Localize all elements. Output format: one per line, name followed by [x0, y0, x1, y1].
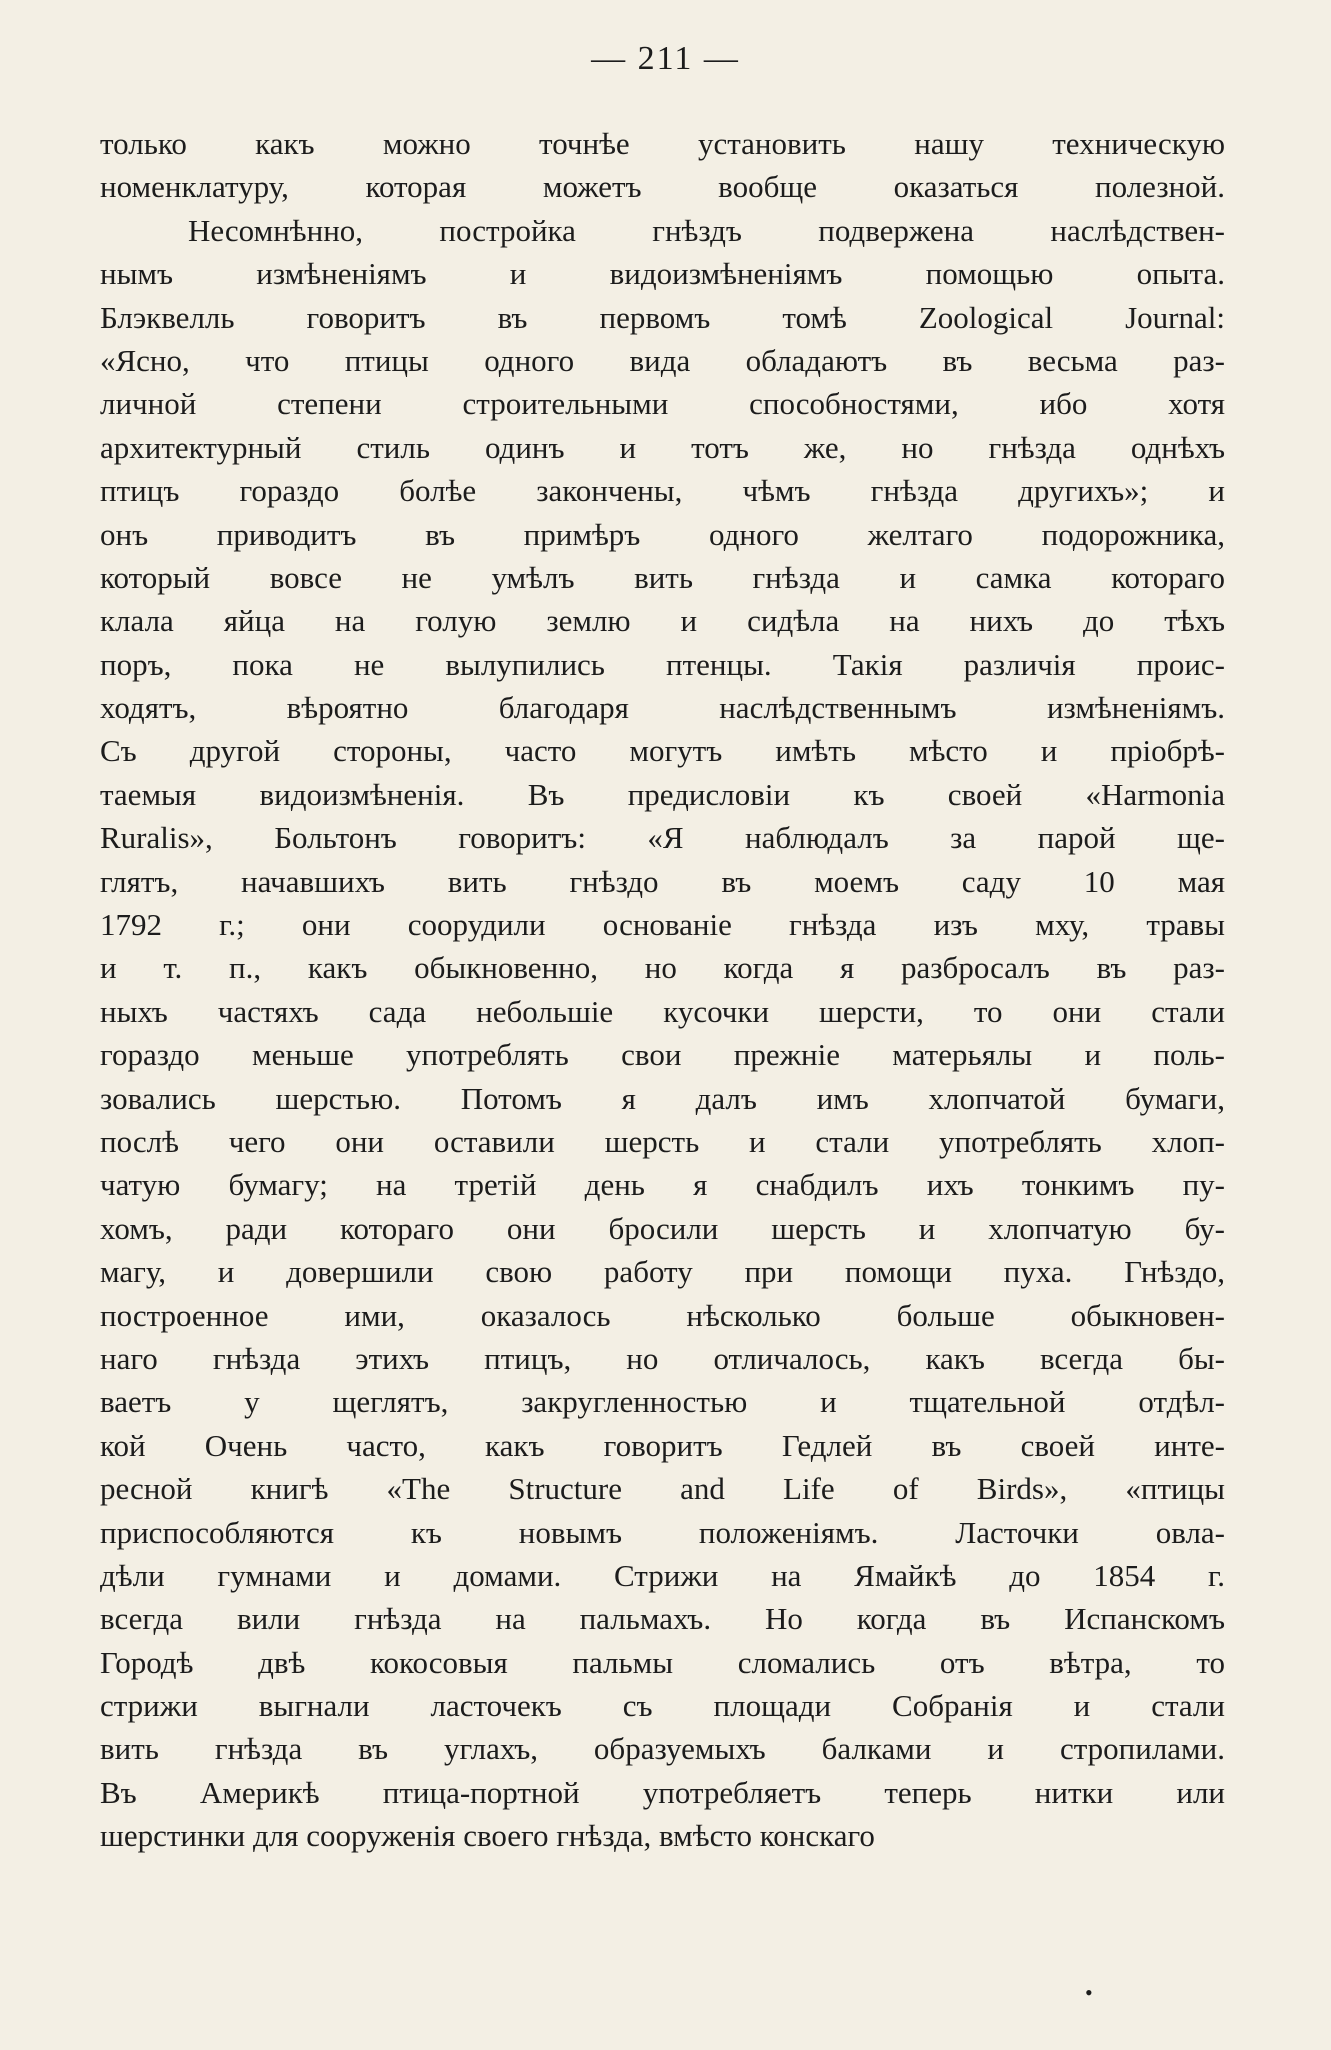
page-number: — 211 —: [591, 40, 740, 77]
text-line: ресной книгѣ «The Structure and Life of Birds», «птицы: [100, 1471, 1225, 1507]
text-line: гораздо меньше употреблять свои прежніе матерьялы и поль-: [100, 1037, 1225, 1073]
text-line: Въ Америкѣ птица-портной употребляетъ теперь нитки или: [100, 1774, 1225, 1810]
text-line: ныхъ частяхъ сада небольшіе кусочки шерсти, то они стали: [100, 993, 1225, 1029]
text-line: номенклатуру, которая можетъ вообще оказаться полезной.: [100, 169, 1225, 205]
text-line: «Ясно, что птицы одного вида обладаютъ въ весьма раз-: [100, 342, 1225, 378]
text-line: Блэквелль говоритъ въ первомъ томѣ Zoological Journal:: [100, 299, 1225, 335]
text-line: хомъ, ради котораго они бросили шерсть и хлопчатую бу-: [100, 1210, 1225, 1246]
text-line: шерстинки для сооруженія своего гнѣзда, вмѣсто конскаго: [100, 1818, 875, 1854]
text-line: Несомнѣнно, постройка гнѣздъ подвержена наслѣдствен-: [188, 212, 1225, 248]
text-line: стрижи выгнали ласточекъ съ площади Собранія и стали: [100, 1688, 1225, 1724]
text-line: Съ другой стороны, часто могутъ имѣть мѣсто и пріобрѣ-: [100, 733, 1225, 769]
text-line: построенное ими, оказалось нѣсколько больше обыкновен-: [100, 1297, 1225, 1333]
text-line: приспособляются къ новымъ положеніямъ. Ласточки овла-: [100, 1514, 1225, 1550]
body-text: [100, 122, 1225, 1858]
text-line: всегда вили гнѣзда на пальмахъ. Но когда въ Испанскомъ: [100, 1601, 1225, 1637]
text-line: 1792 г.; они соорудили основаніе гнѣзда изъ мху, травы: [100, 907, 1225, 943]
text-line: глятъ, начавшихъ вить гнѣздо въ моемъ саду 10 мая: [100, 863, 1225, 899]
text-line: чатую бумагу; на третій день я снабдилъ ихъ тонкимъ пу-: [100, 1167, 1225, 1203]
text-line: который вовсе не умѣлъ вить гнѣзда и самка котораго: [100, 559, 1225, 595]
text-line: архитектурный стиль одинъ и тотъ же, но гнѣзда однѣхъ: [100, 429, 1225, 465]
text-line: таемыя видоизмѣненія. Въ предисловіи къ своей «Harmonia: [100, 776, 1225, 812]
footer-mark: •: [1085, 1980, 1093, 2005]
text-line: послѣ чего они оставили шерсть и стали употреблять хлоп-: [100, 1123, 1225, 1159]
text-line: вить гнѣзда въ углахъ, образуемыхъ балками и стропилами.: [100, 1731, 1225, 1767]
text-line: наго гнѣзда этихъ птицъ, но отличалось, какъ всегда бы-: [100, 1340, 1225, 1376]
text-line: ходятъ, вѣроятно благодаря наслѣдственнымъ измѣненіямъ.: [100, 690, 1225, 726]
text-line: только какъ можно точнѣе установить нашу техническую: [100, 126, 1225, 161]
text-line: ваетъ у щеглятъ, закругленностью и тщательной отдѣл-: [100, 1384, 1225, 1420]
text-line: клала яйца на голую землю и сидѣла на нихъ до тѣхъ: [100, 603, 1225, 639]
text-line: магу, и довершили свою работу при помощи пуха. Гнѣздо,: [100, 1254, 1225, 1290]
text-line: личной степени строительными способностями, ибо хотя: [100, 386, 1225, 422]
text-line: онъ приводитъ въ примѣръ одного желтаго подорожника,: [100, 516, 1225, 552]
text-line: зовались шерстью. Потомъ я далъ имъ хлопчатой бумаги,: [100, 1080, 1225, 1116]
text-line: поръ, пока не вылупились птенцы. Такія различія проис-: [100, 646, 1225, 682]
text-line: Городѣ двѣ кокосовыя пальмы сломались отъ вѣтра, то: [100, 1644, 1225, 1680]
text-line: птицъ гораздо болѣе закончены, чѣмъ гнѣзда другихъ»; и: [100, 473, 1225, 509]
text-line: и т. п., какъ обыкновенно, но когда я разбросалъ въ раз-: [100, 950, 1225, 986]
text-line: кой Очень часто, какъ говоритъ Гедлей въ своей инте-: [100, 1427, 1225, 1463]
text-line: нымъ измѣненіямъ и видоизмѣненіямъ помощью опыта.: [100, 256, 1225, 292]
text-line: Ruralis», Больтонъ говоритъ: «Я наблюдалъ за парой ще-: [100, 820, 1225, 856]
text-line: дѣли гумнами и домами. Стрижи на Ямайкѣ до 1854 г.: [100, 1557, 1225, 1593]
